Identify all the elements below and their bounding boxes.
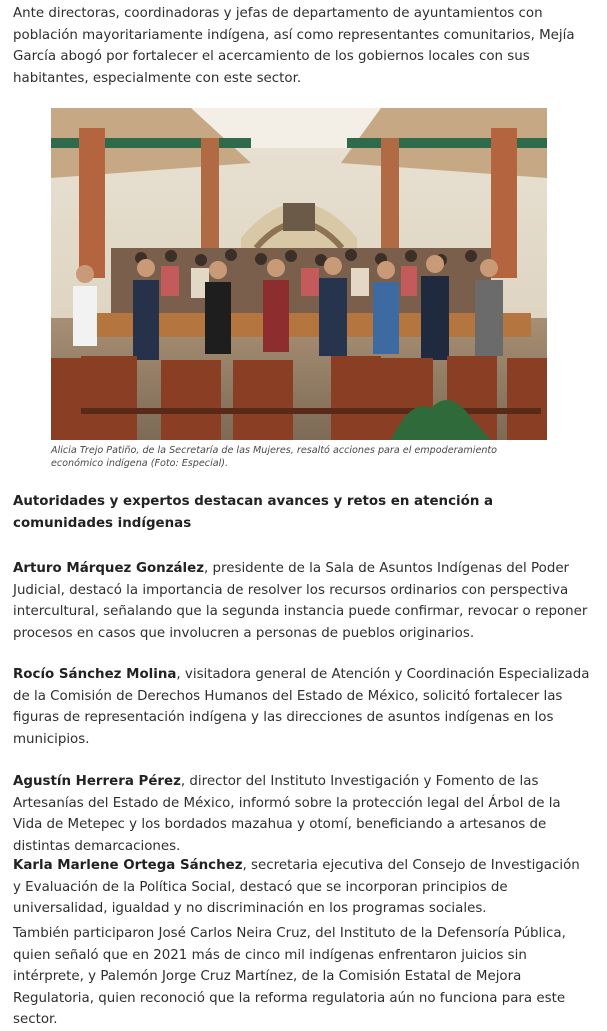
article-figure	[51, 108, 547, 471]
section-subheading: Autoridades y expertos destacan avances y retos en atención a comunidades indígenas	[13, 494, 494, 531]
paragraph-participants	[13, 923, 591, 1031]
intro-paragraph: Ante directoras, coordinadoras y jefas de departamento de ayuntamientos con población mayoritariamente indígena, así como representantes comunitarios, Mejía García abogó por fortalecer el acercamiento de los gobiernos locales con sus habitantes, especialmente con este sector.	[13, 6, 575, 86]
paragraph-text: , secretaria ejecutiva del Consejo de Investigación y Evaluación de la Política Social, destacó que se incorporan principios de universalidad, igualdad y no discriminación en los programas sociales.	[13, 858, 580, 917]
paragraph-text: , visitadora general de Atención y Coordinación Especializada de la Comisión de Derechos Humanos del Estado de México, solicitó fortalecer las figuras de representación indígena y las direcciones de asuntos indígenas en los municipios.	[13, 667, 590, 747]
speaker-name: Agustín Herrera Pérez	[13, 774, 181, 789]
speaker-name: Rocío Sánchez Molina	[13, 667, 177, 682]
paragraph-text: , director del Instituto Investigación y Fomento de las Artesanías del Estado de México, informó sobre la protección legal del Árbol de la Vida de Metepec y los bordados mazahua y otomí, beneficiando a artesanos de distintas demarcaciones.	[13, 774, 561, 854]
paragraph-ortega	[13, 855, 591, 920]
speaker-name: Arturo Márquez González	[13, 561, 205, 576]
photo-caption: Alicia Trejo Patiño, de la Secretaría de las Mujeres, resaltó acciones para el empoderamiento económico indígena (Foto: Especial).	[51, 445, 498, 470]
paragraph-sanchez	[13, 664, 591, 750]
paragraph-marquez	[13, 558, 591, 644]
event-photo	[51, 108, 547, 440]
paragraph-text: También participaron José Carlos Neira Cruz, del Instituto de la Defensoría Pública, quien señaló que en 2021 más de cinco mil indígenas enfrentaron juicios sin intérprete, y Palemón Jorge Cruz Martínez, de la Comisión Estatal de Mejora Regulatoria, quien reconoció que la reforma regulatoria aún no funciona para este sector.	[13, 926, 566, 1028]
speaker-name: Karla Marlene Ortega Sánchez	[13, 858, 243, 873]
paragraph-herrera	[13, 771, 591, 857]
paragraph-text: , presidente de la Sala de Asuntos Indígenas del Poder Judicial, destacó la importancia de resolver los recursos ordinarios con perspectiva intercultural, señalando que la segunda instancia puede confirmar, revocar o reponer procesos en casos que involucren a personas de pueblos originarios.	[13, 561, 588, 641]
